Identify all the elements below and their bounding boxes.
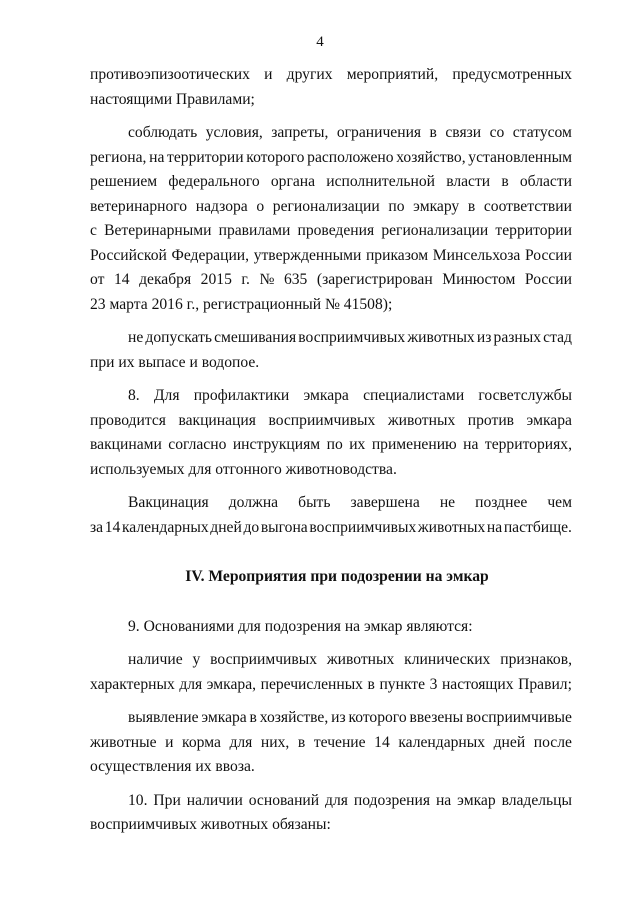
word: согласно [168,436,227,453]
word: клинических [404,651,491,668]
text-line [90,516,572,541]
word: перечисленных [260,675,363,693]
text-line [90,615,572,640]
paragraph [90,648,572,697]
word: территории [495,222,572,239]
word: 3 [429,675,438,693]
word: и [264,66,273,83]
word: выявление [128,709,199,726]
word: животные [90,733,157,751]
word: быть [298,494,331,511]
word: и [165,733,174,751]
word: проводится [90,411,166,429]
text-line [90,755,572,780]
word: 14 [374,733,390,751]
word: вакцинация [178,411,256,429]
word: проведения [297,222,375,239]
word: эмкара, [206,675,257,693]
word: мероприятий, [346,66,439,83]
word: исполнительной [326,173,436,190]
word: эмкара [526,411,572,429]
word: профилактики [193,387,290,404]
word: животных [387,411,456,429]
text-line [90,384,572,409]
word: 9. Основаниями для подозрения на эмкар являются: [128,617,473,635]
word: восприимчивых животных обязаны: [90,816,331,833]
word: на [435,791,452,809]
word: при их выпасе и водопое. [90,353,260,371]
word: расположено [307,148,394,166]
word: в [467,197,476,215]
word: территориях, [484,436,572,453]
word: не [128,329,144,346]
word: завершена [350,494,420,511]
text-line [90,293,572,318]
word: восприимчивых [210,651,318,668]
word: не [439,494,456,511]
word: подозрения [353,791,431,809]
word: 635 [283,271,308,288]
word: других [286,66,333,83]
word: для [325,791,348,809]
word: о [256,197,265,215]
word: противоэпизоотических [90,66,250,83]
word: Вакцинация [128,494,209,511]
word: на [149,148,165,166]
word: владельцы [501,791,572,809]
word: правилами [218,222,291,239]
word: для [229,733,253,751]
word: наличии [186,791,243,809]
word: инструкциям [232,436,321,453]
word: условия, [205,124,263,141]
word: за [90,518,104,536]
word: утвержденными [253,246,362,264]
word: используемых для отгонного животноводства. [90,460,397,478]
word: календарных [121,518,209,536]
word: которого [348,709,407,726]
text-line [90,326,572,351]
paragraph [90,706,572,780]
word: на [463,436,479,453]
paragraph [90,491,572,540]
text-line [90,351,572,376]
word: связи [445,124,482,141]
word: восприимчивых [268,411,376,429]
word: (зарегистрирован [316,271,433,288]
word: от [90,271,105,288]
word: корма [182,733,221,751]
word: России [524,246,572,264]
word: власти [446,173,491,190]
word: статусом [512,124,572,141]
word: регионализации [381,222,489,239]
text-line [90,433,572,458]
word: них, [260,733,290,751]
word: эмкара [201,709,247,726]
word: после [533,733,572,751]
word: выгона [260,518,308,536]
word: из [331,709,346,726]
word: территории [167,148,244,166]
text-line [90,706,572,731]
text-line [90,458,572,483]
word: наличие [128,651,183,668]
word: восприимчивые [465,709,572,726]
word: для [179,675,203,693]
paragraph [90,121,572,317]
word: 14 [104,518,121,536]
word: восприимчивых [309,518,417,536]
word: которого [246,148,305,166]
word: применению [371,436,457,453]
text-line [90,731,572,756]
word: признаков, [500,651,572,668]
word: регионализации [272,197,380,215]
word: дней [210,518,242,536]
word: эмкар [457,791,496,809]
word: соответствии [483,197,572,215]
word: из [476,329,492,346]
word: настоящих [441,675,514,693]
word: органа [270,173,316,190]
paragraph [90,63,572,112]
word: течение [313,733,366,751]
word: в [297,733,306,751]
word: 8. [128,387,140,404]
word: календарных [398,733,486,751]
word: чем [547,494,572,511]
word: Правил; [518,675,572,693]
text-line [90,409,572,434]
word: смешивания [214,329,297,346]
word: осуществления их ввоза. [90,758,255,775]
word: разных [493,329,542,346]
word: Для [153,387,180,404]
text-line [90,88,572,113]
text-line [90,170,572,195]
text-line [90,63,572,88]
word: эмкара [303,387,349,404]
word: Федерации, [171,246,250,264]
text-line [90,219,572,244]
word: эмкару [413,197,460,215]
word: решением [90,173,158,190]
word: № [259,271,275,288]
word: восприимчивых [298,329,406,346]
text-line [90,813,572,838]
word: Минсельхоза [432,246,521,264]
word: хозяйство, [396,148,466,166]
text-line [90,121,572,146]
text-line [90,146,572,171]
word: до [243,518,260,536]
word: в [249,709,257,726]
word: г. [241,271,250,288]
paragraph [90,326,572,375]
word: надзора [195,197,248,215]
word: настоящими Правилами; [90,90,255,108]
word: со [489,124,505,141]
word: декабря [139,271,192,288]
word: оснований [248,791,320,809]
word: дней [493,733,526,751]
word: специалистами [363,387,465,404]
word: ограничения [336,124,422,141]
text-line [90,789,572,814]
word: в [429,124,437,141]
word: 2015 [200,271,232,288]
text-line [90,673,572,698]
word: в [367,675,375,693]
paragraph [90,615,572,640]
word: 14 [113,271,130,288]
word: животных [326,651,395,668]
word: по [388,197,405,215]
word: у [192,651,201,668]
word: России [524,271,572,288]
text-line [90,268,572,293]
text-line [90,195,572,220]
word: 23 марта 2016 г., регистрационный № 41508); [90,295,393,313]
word: приказом [365,246,429,264]
word: по [326,436,343,453]
word: против [467,411,515,429]
page-number: 4 [316,34,324,50]
word: вакцинами [90,436,162,453]
word: пастбище. [503,518,572,536]
word: стад [543,329,572,346]
word: позднее [475,494,528,511]
word: их [349,436,366,453]
word: региона, [90,148,147,166]
word: Ветеринарными [104,222,212,239]
word: животных [407,329,475,346]
word: соблюдать [128,124,198,141]
word: предусмотренных [452,66,572,83]
text-line [90,244,572,269]
word: Минюстом [442,271,516,288]
text-line [90,648,572,673]
paragraph [90,384,572,482]
word: на [486,518,503,536]
word: с [90,222,97,239]
word: Российской [90,246,167,264]
word: животных [417,518,486,536]
word: в [501,173,509,190]
word: ветеринарного [90,197,188,215]
text-line [90,491,572,516]
word: федерального [168,173,260,190]
section-heading: IV. Мероприятия при подозрении на эмкар [185,568,489,585]
word: 10. [128,791,148,809]
word: характерных [90,675,175,693]
word: допускать [145,329,212,346]
word: пункте [379,675,426,693]
word: запреты, [271,124,329,141]
word: При [153,791,181,809]
word: хозяйстве, [259,709,329,726]
word: области [519,173,572,190]
word: установленным [468,148,572,166]
word: ввезены [409,709,464,726]
word: госветслужбы [478,387,572,404]
document-body [90,63,572,838]
paragraph [90,789,572,838]
word: должна [228,494,279,511]
